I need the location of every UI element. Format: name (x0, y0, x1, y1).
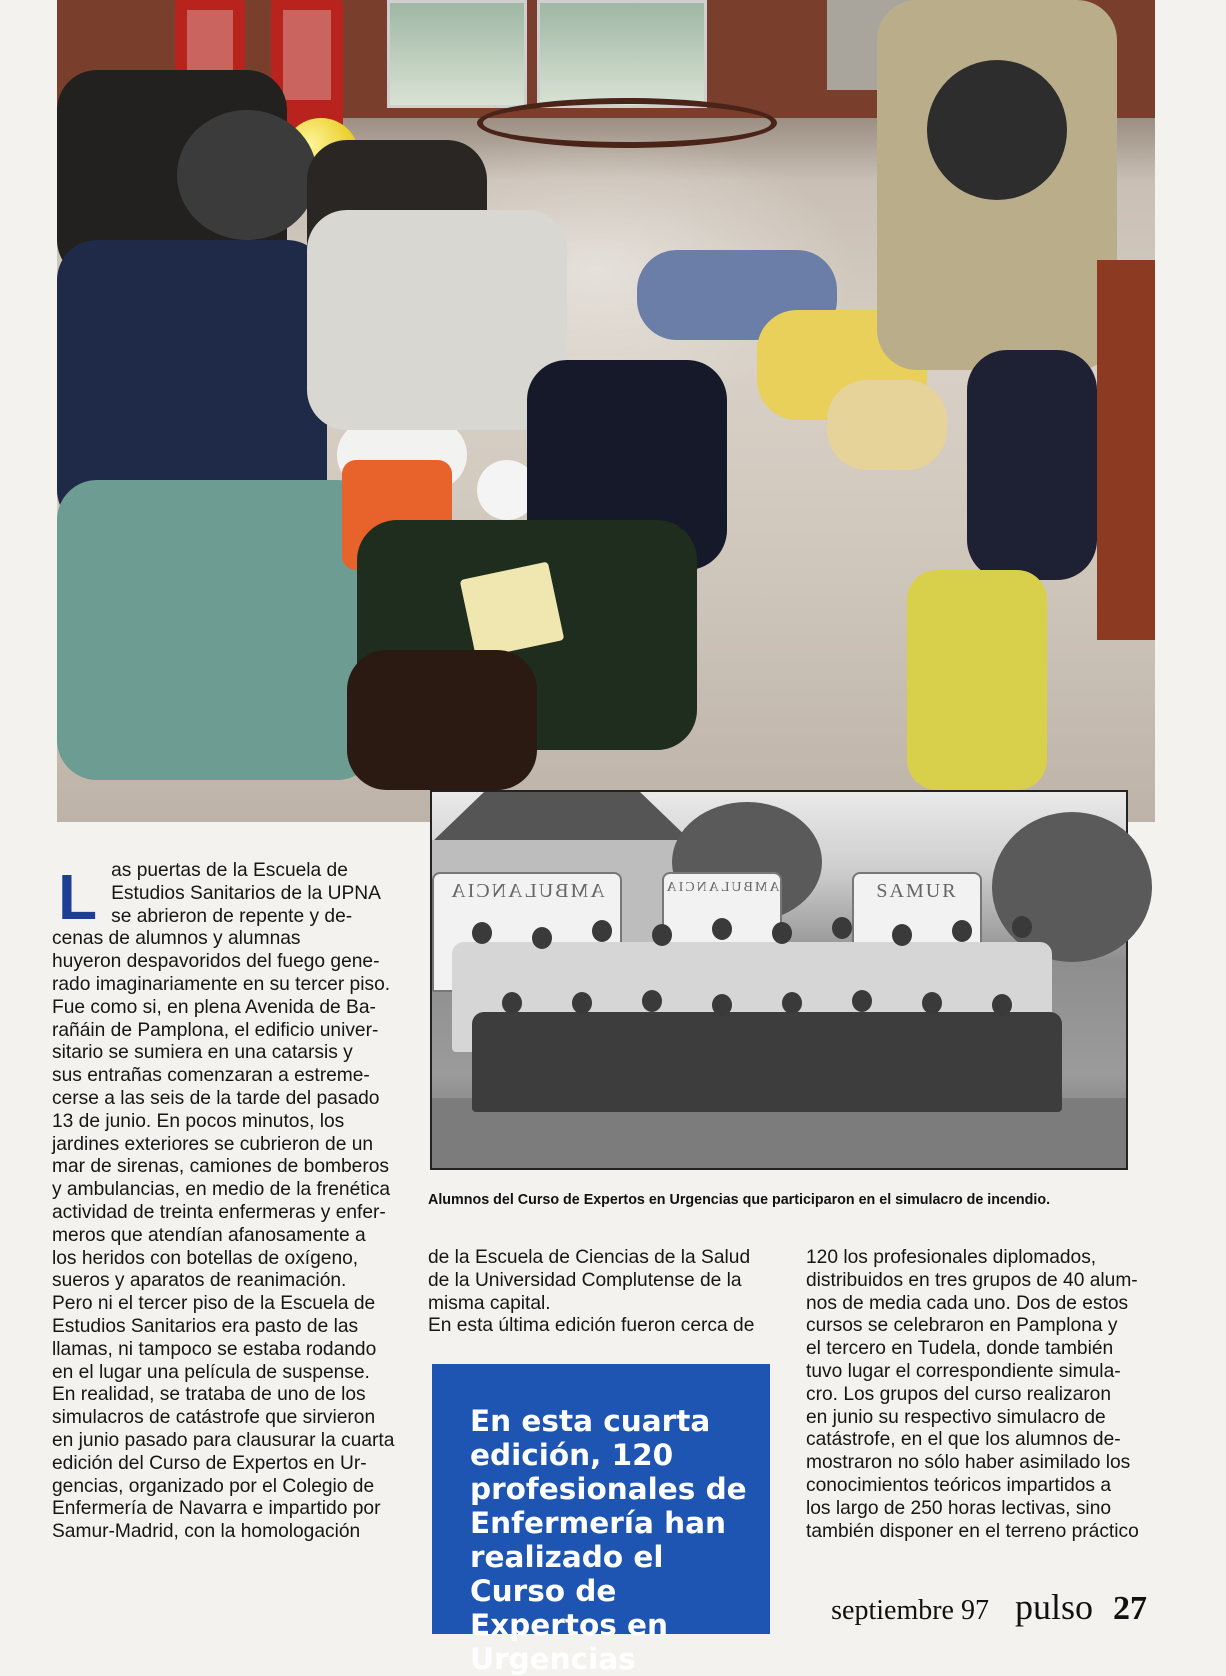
column-1-text (52, 860, 400, 1544)
victim-head (347, 650, 537, 790)
article-column-1 (52, 860, 400, 1544)
text-line: sitario se sumiera en una catarsis y (52, 1042, 353, 1064)
person-head (712, 918, 732, 940)
person-head (922, 992, 942, 1014)
rescuer-legs (57, 480, 377, 780)
text-line: cenas de alumnos y alumnas (52, 928, 301, 950)
text-line: En esta última edición fueron cerca de (428, 1315, 755, 1337)
person-head (952, 920, 972, 942)
text-line: rado imaginariamente en su tercer piso. (52, 973, 391, 995)
text-line: en junio pasado para clausurar la cuarta (52, 1429, 395, 1451)
person-head (712, 994, 732, 1016)
person-head (472, 922, 492, 944)
text-line: sueros y aparatos de reanimación. (52, 1270, 347, 1292)
tree (992, 812, 1152, 962)
text-line: simulacros de catástrofe que sirvieron (52, 1407, 376, 1429)
text-line: Enfermería de Navarra e impartido por (52, 1498, 381, 1520)
text-line: mar de sirenas, camiones de bomberos (52, 1156, 390, 1178)
person-head (1012, 916, 1032, 938)
text-line: los heridos con botellas de oxígeno, (52, 1247, 359, 1269)
victim-2-hair (827, 380, 947, 470)
text-line: meros que atendían afanosamente a (52, 1224, 366, 1246)
text-line: en el lugar una película de suspense. (52, 1361, 370, 1383)
person-head (772, 922, 792, 944)
text-line: catástrofe, en el que los alumnos de- (806, 1429, 1121, 1451)
text-line: de la Universidad Complutense de la (428, 1269, 742, 1291)
text-line: Estudios Sanitarios era pasto de las (52, 1315, 359, 1337)
text-line: los largo de 250 horas lectivas, sino (806, 1497, 1112, 1519)
person-head (782, 992, 802, 1014)
group-photo (430, 790, 1128, 1170)
text-line: nos de media cada uno. Dos de estos (806, 1292, 1129, 1314)
text-line: Estudios Sanitarios de la UPNA (111, 882, 381, 904)
text-line: también disponer en el terreno práctico (806, 1520, 1139, 1542)
text-line: y ambulancias, en medio de la frenética (52, 1179, 391, 1201)
person-head (532, 927, 552, 949)
text-line: jardines exteriores se cubrieron de un (52, 1133, 374, 1155)
text-line: llamas, ni tampoco se estaba rodando (52, 1338, 377, 1360)
person-head (832, 917, 852, 939)
article-column-3 (806, 1247, 1148, 1543)
text-line: En realidad, se trataba de uno de los (52, 1384, 366, 1406)
main-photo (57, 0, 1155, 822)
red-panel (1097, 260, 1155, 640)
text-line: actividad de treinta enfermeras y enfer- (52, 1201, 386, 1223)
text-line: huyeron despavoridos del fuego gene- (52, 951, 380, 973)
text-line: Samur-Madrid, con la homologación (52, 1521, 361, 1543)
text-line: mostraron no sólo haber asimilado los (806, 1452, 1131, 1474)
page-number: 27 (1113, 1590, 1147, 1627)
person-head (852, 990, 872, 1012)
building-roof (432, 792, 692, 842)
text-line: distribuidos en tres grupos de 40 alum- (806, 1269, 1138, 1291)
person-head (892, 924, 912, 946)
van-label: AMBULANCIA (449, 880, 605, 902)
photo-caption: Alumnos del Curso de Expertos en Urgencias que participaron en el simulacro de incendio. (428, 1192, 1051, 1208)
person-head (572, 992, 592, 1014)
group-front-row (472, 1012, 1062, 1112)
text-line: rañáin de Pamplona, el edificio univer- (52, 1019, 379, 1041)
person-head (652, 924, 672, 946)
text-line: as puertas de la Escuela de (111, 860, 348, 881)
pull-quote-text: En esta cuarta edición, 120 profesionales de Enfermería han realizado el Curso de Expertos en Urgencias (470, 1404, 747, 1676)
issue-date: septiembre 97 (831, 1595, 989, 1626)
firefighter-boot (907, 570, 1047, 790)
column-3-text (806, 1247, 1148, 1543)
pull-quote-box (432, 1364, 770, 1676)
person-head (502, 992, 522, 1014)
text-line: Fue como si, en plena Avenida de Ba- (52, 996, 376, 1018)
text-line: cerse a las seis de la tarde del pasado (52, 1087, 380, 1109)
person-head (592, 920, 612, 942)
article-column-2 (428, 1247, 772, 1338)
text-line: tuvo lugar el correspondiente simula- (806, 1360, 1121, 1382)
text-line: misma capital. (428, 1292, 551, 1314)
text-line: 13 de junio. En pocos minutos, los (52, 1110, 345, 1132)
text-line: 120 los profesionales diplomados, (806, 1247, 1097, 1268)
text-line: Pero ni el tercer piso de la Escuela de (52, 1293, 376, 1315)
text-line: edición del Curso de Expertos en Ur- (52, 1452, 367, 1474)
page-footer (831, 1586, 1147, 1628)
text-line: de la Escuela de Ciencias de la Salud (428, 1247, 751, 1268)
breathing-apparatus (927, 60, 1067, 200)
drop-cap: L (58, 861, 98, 933)
text-line: el tercero en Tudela, donde también (806, 1338, 1114, 1360)
text-line: se abrieron de repente y de- (111, 905, 353, 927)
text-line: cro. Los grupos del curso realizaron (806, 1383, 1112, 1405)
glass-door (387, 0, 527, 108)
person-head (642, 990, 662, 1012)
van-label: AMBULANCIA (664, 880, 780, 895)
text-line: conocimientos teóricos impartidos a (806, 1474, 1112, 1496)
text-line: gencias, organizado por el Colegio de (52, 1475, 375, 1497)
firefighter-trousers (967, 350, 1097, 580)
gas-mask (177, 110, 317, 240)
fire-hose (477, 98, 777, 148)
text-line: cursos se celebraron en Pamplona y (806, 1315, 1118, 1337)
magazine-name: pulso (1014, 1587, 1093, 1627)
text-line: en junio su respectivo simulacro de (806, 1406, 1106, 1428)
column-2-text (428, 1247, 772, 1338)
text-line: sus entrañas comenzaran a estreme- (52, 1065, 370, 1087)
van-label: SAMUR (876, 880, 958, 902)
person-head (992, 994, 1012, 1016)
glass-door (537, 0, 707, 108)
